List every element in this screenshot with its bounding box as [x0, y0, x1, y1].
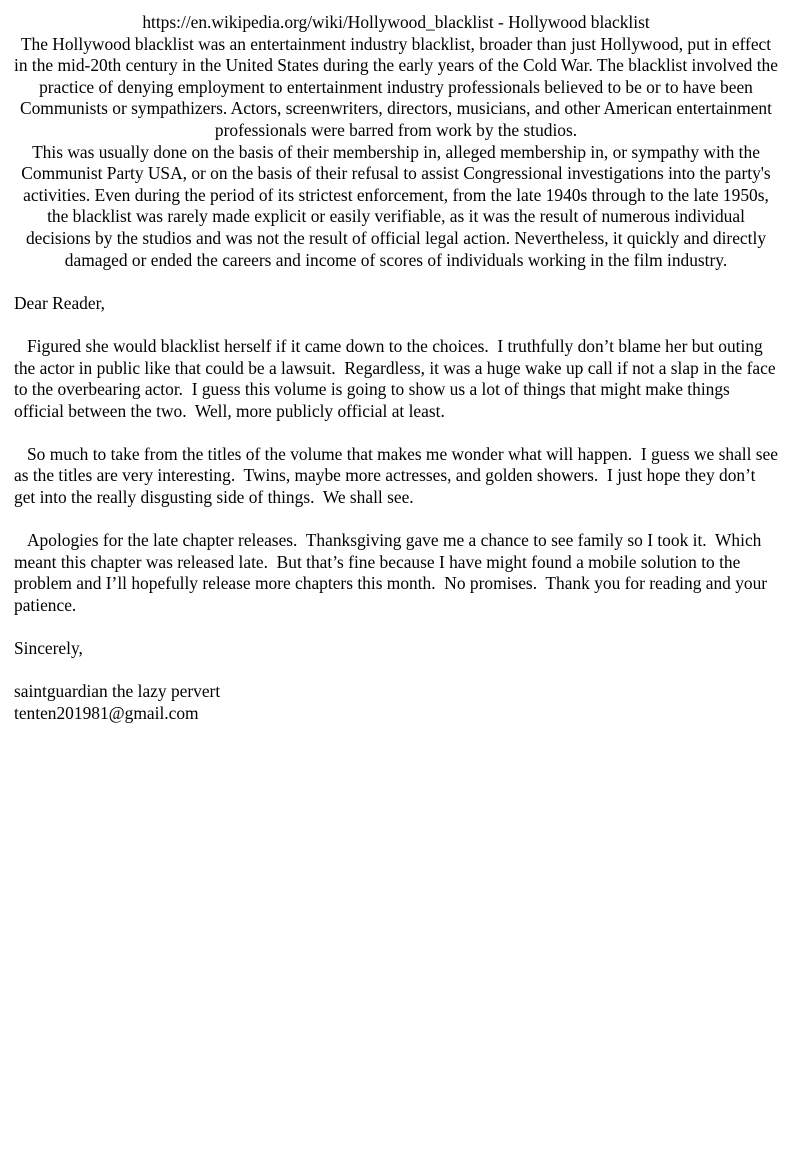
letter-paragraph-3: Apologies for the late chapter releases. Thanksgiving gave me a chance to see family so I took it. Which meant this chapter was released late. But that’s fine because I have might found a mobile solution to the problem and I’ll hopefully release more chapters this month. No promises. Thank you for reading and your patience.: [14, 530, 772, 616]
letter-paragraph-2: So much to take from the titles of the volume that makes me wonder what will happen. I guess we shall see as the titles are very interesting. Twins, maybe more actresses, and golden showers. I just hope they don’t get into the really disgusting side of things. We shall see.: [14, 443, 783, 508]
letter-paragraph-1: Figured she would blacklist herself if it came down to the choices. I truthfully don’t blame her but outing the actor in public like that could be a lawsuit. Regardless, it was a huge wake up call if not a slap in the face to the overbearing actor. I guess this volume is going to show us a lot of things that might make things official between the two. Well, more publicly official at least.: [14, 335, 780, 421]
signature-name: saintguardian the lazy pervert: [14, 681, 221, 702]
source-url-line: https://en.wikipedia.org/wiki/Hollywood_blacklist - Hollywood blacklist: [142, 12, 650, 32]
document-page: [14, 12, 783, 1152]
excerpt-paragraph-2: This was usually done on the basis of their membership in, alleged membership in, or sympathy with the Communist Party USA, or on the basis of their refusal to assist Congressional investigations into the party's activities. Even during the period of its strictest enforcement, from the late 1940s through to the late 1950s, the blacklist was rarely made explicit or easily verifiable, as it was the result of numerous individual decisions by the studios and was not the result of official legal action. Nevertheless, it quickly and directly damaged or ended the careers and income of scores of individuals working in the film industry.: [21, 141, 771, 270]
salutation: Dear Reader,: [14, 292, 106, 313]
closing: Sincerely,: [14, 638, 83, 659]
source-header: [14, 12, 778, 271]
signature-email: tenten201981@gmail.com: [14, 703, 199, 723]
excerpt-paragraph-1: The Hollywood blacklist was an entertainment industry blacklist, broader than just Hollywood, put in effect in the mid-20th century in the United States during the early years of the Cold War. The blacklist involved the practice of denying employment to entertainment industry professionals believed to be or to have been Communists or sympathizers. Actors, screenwriters, directors, musicians, and other American entertainment professionals were barred from work by the studios.: [14, 33, 778, 140]
letter-body: [14, 292, 783, 725]
